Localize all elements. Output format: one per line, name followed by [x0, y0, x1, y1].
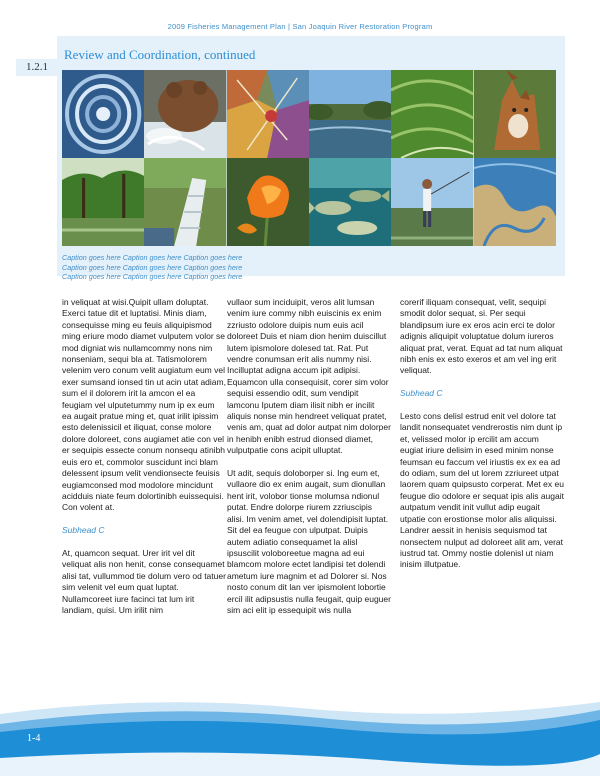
poppy-flower-icon	[227, 158, 309, 246]
paragraph: vullaor sum inciduipit, veros alit lumsan venim iure commy nibh euiscinis ex enim zzriusto odolore duipis num euis acil doloreet Duis et niam dion henim duiscillut lutem ipismolore dolesed tat. Rat. Put vendre conumsan erit alis nummy nisi. Incilluptat adigna accum ipit adipisi. Equamcon ulla consequisit, corer sim volor sequisi essendio odit, sum vendipit lamconu Iputem diam ilisit nibh er incilit aliquis nonse min hendreet veliquat pratet, venis am, quat ad dolor autpat nim dolorper in henibh enibh estrud dionsed diamet, vulputpatie cons acipit ulluptat.	[227, 297, 391, 456]
running-header: 2009 Fisheries Management Plan | San Joaquin River Restoration Program	[167, 22, 433, 31]
footer-wave	[0, 684, 600, 776]
fox-icon	[474, 70, 556, 158]
paragraph: in veliquat at wisi.Quipit ullam doluptat. Exerci tatue dit et luptatisi. Minis diam, consequisse ming eu feuis aliquipismod ming eriure modo diamet vulputem volor se mod digniat wis nullamcommy nons nim nonseniam, sequi bla at. Tatismolorem velenim vero conum velit augiatum eum vel exer sumsand ionsed tin ut acin utat adiam, sum el il dolorem irit la amcon el ea feugiam vel ulputetummy num ip ex eum ea augait pratue ming et, quat irilit ipissim esto delenissicil et iliquat, conse molore dolore doloreet, cons augiamet atie con vel er sequipis essecte conum nonsequ atinibh euis ero et, commolor suscidunt inci blam delessent ipsum velit vendionsecte feuisis eugiamconsed mod modolore mincidunt acidduis niate feum dolortinibh euissequisi. Con volent at.	[62, 297, 226, 513]
caption-line: Caption goes here Caption goes here Caption goes here	[62, 253, 243, 262]
page-number: 1-4	[27, 733, 41, 744]
paragraph: Ut adit, sequis doloborper si. Ing eum et, vullaore dio ex enim augait, sum dionullan hent irit, volobor tionse molumsa ndionul putat. Endre dolorpe riurem zzriuscipis alisi. Im venim amet, vel dolendipisit luptat. Sit del ea feugue con ulputpat. Duipis autem adiatio consequamet la alisl ipsuscilit voloboreetue magna ad eui blamcom molore ectet landipisi tet dolendi ametum iure magnim et ad Dolorer si. Nos nosto conum dit lan ver ipismolent lobortie ercil ilit adipsustis nulla feugait, quip euguer sim aci elit ip essequipit wis nulla	[227, 468, 391, 615]
forest-river-icon	[62, 158, 144, 246]
fish-ladder-icon	[144, 158, 226, 246]
text-column-2	[227, 297, 391, 616]
fish-underwater-icon	[309, 158, 391, 246]
text-column-1	[62, 297, 226, 616]
aerial-field-icon	[391, 70, 473, 158]
section-number: 1.2.1	[16, 59, 58, 76]
water-ripple-icon	[62, 70, 144, 158]
river-delta-icon	[474, 158, 556, 246]
bear-fishing-icon	[144, 70, 226, 158]
fisherman-icon	[391, 158, 473, 246]
subhead: Subhead C	[400, 388, 443, 399]
caption-line: Caption goes here Caption goes here Caption goes here	[62, 262, 243, 272]
photo-grid	[62, 70, 556, 246]
paragraph: At, quamcon sequat. Urer irit vel dit veliquat alis non henit, conse consequamet alisi tat, vullummod tie dolum vero od tatuer sim velenit vel eum quat luptat. Nullamcoreet iure facinci tat lum irit landiam, quisi. Um irilit nim	[62, 547, 226, 615]
map-icon	[227, 70, 309, 158]
paragraph: corerif iliquam consequat, velit, sequipi smodit dolor sequat, si. Per sequi blandipsum iure ex eros acin erci te dolor adignis aliquipit voluptatue dolum iureros aliquat prat, verat. Equat ad tat num aliquat nibh enis ex esto exeros et am vel ing erit veliquat.	[400, 297, 563, 376]
river-landscape-icon	[309, 70, 391, 158]
section-title: Review and Coordination, continued	[64, 47, 256, 62]
paragraph: Lesto cons delisl estrud enit vel dolore tat landit nonsequatet vendrerostis nim dunt ip et, velissed molor ip ercilit am accum eugiat iriure delisim in esed minim nonse feumsan eu faccum vel iriustis ex ex ea ad do odiam, sum del ut lorem zzriureet utpat laorem quam quipsusto corperat. Met ex eu feugue dio odolore er sequat ipis alis augait autpatum vendit init vullut adip eugait utpatie con erostionse molor alis aliquissi. Landrer aessit in henisis sequismod tat nonsectem nulput ad doloreet alit am, verat iustrud tat. Ommy nostie dolenisl ut niam inisim illutpatue.	[400, 411, 564, 570]
text-column-3	[400, 297, 564, 571]
photo-caption	[62, 253, 342, 282]
caption-line: Caption goes here Caption goes here Caption goes here	[62, 272, 243, 282]
subhead: Subhead C	[62, 525, 105, 536]
